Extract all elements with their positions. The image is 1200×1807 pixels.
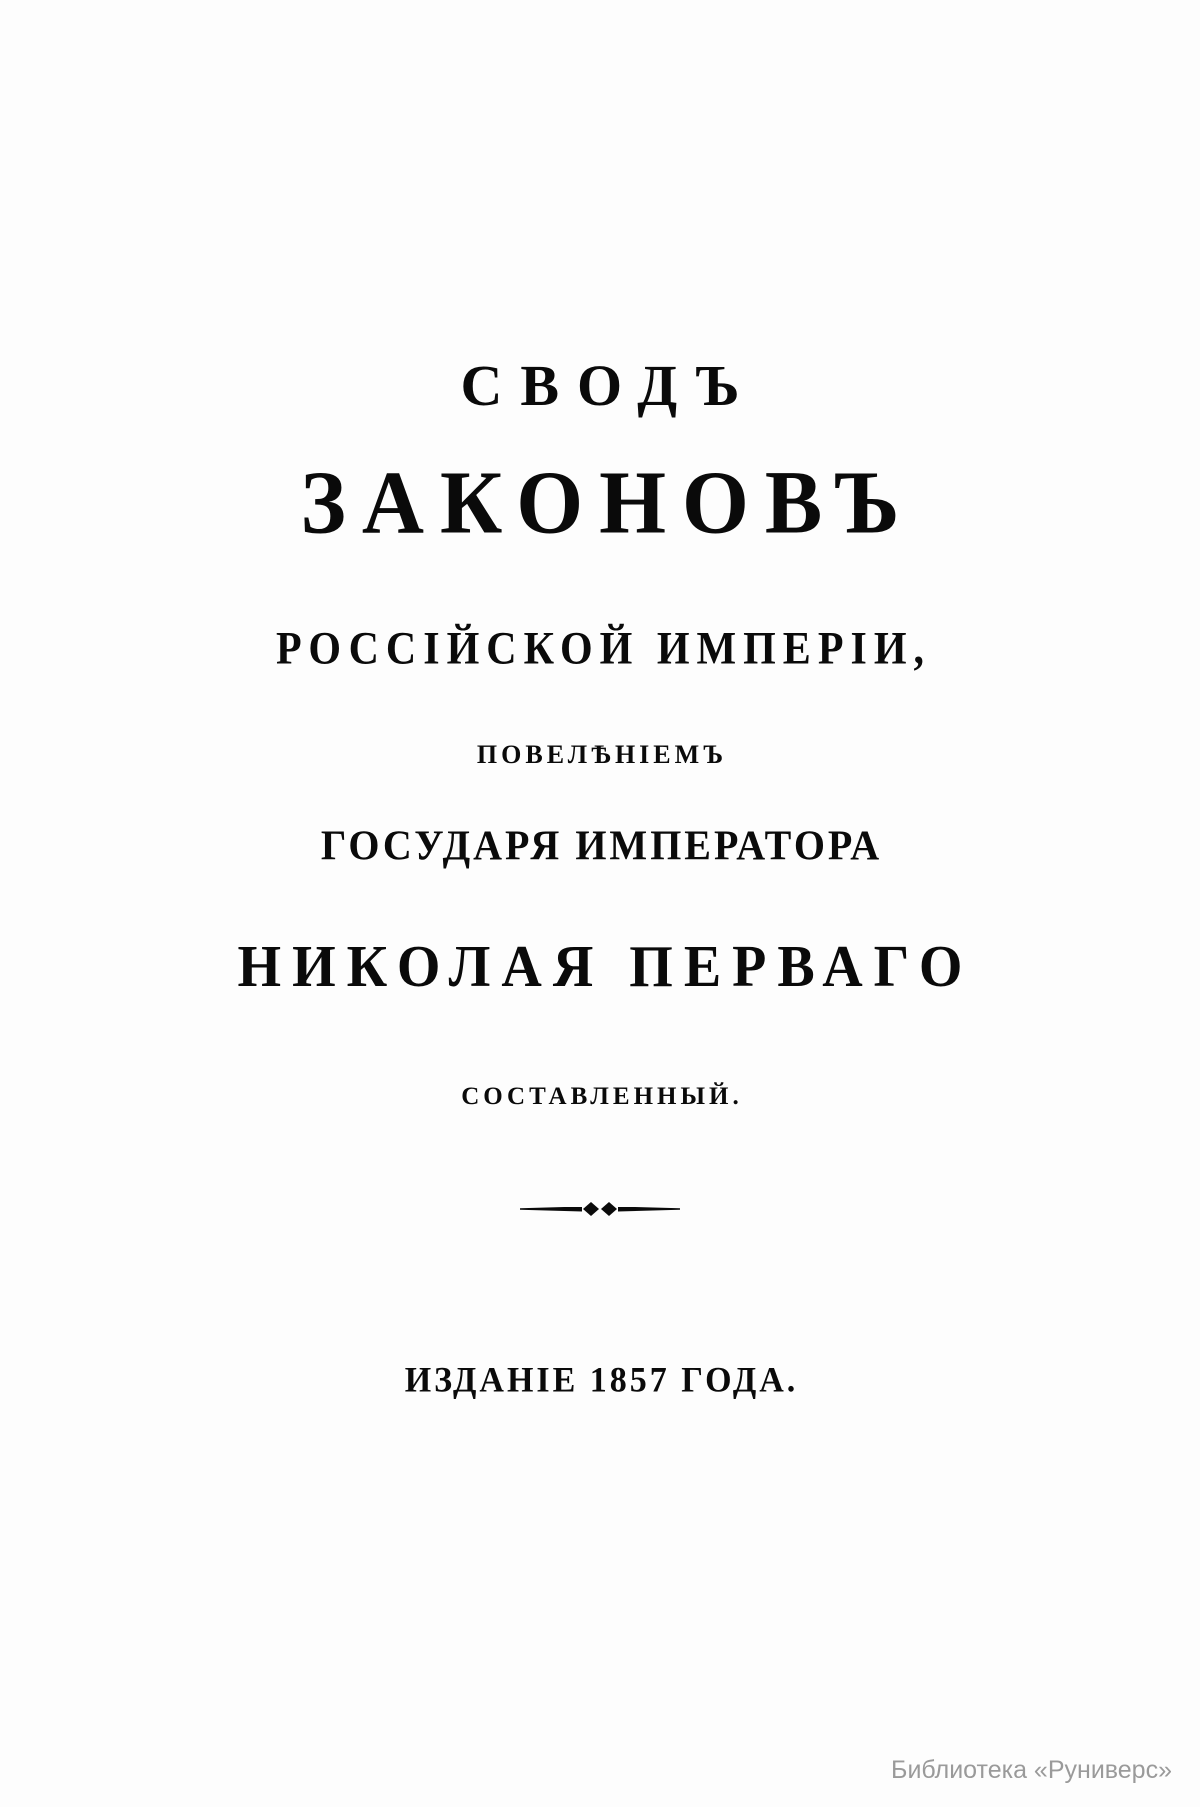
title-line-sostavlenny: СОСТАВЛЕННЫЙ. [461,1083,743,1110]
title-line-poveleniem: ПОВЕЛѢНІЕМЪ [476,740,728,769]
title-line-rossiyskoy-imperii: РОССІЙСКОЙ ИМПЕРІИ, [275,623,931,675]
title-line-gosudarya-imperatora: ГОСУДАРЯ ИМПЕРАТОРА [320,821,883,870]
title-line-svod: СВОДЪ [460,353,758,418]
title-line-zakonov: ЗАКОНОВЪ [300,451,916,553]
ornament-diamond [583,1202,599,1216]
ornament-divider-icon [0,1196,1200,1222]
edition-line: ИЗДАНІЕ 1857 ГОДА. [404,1361,799,1400]
title-line-nikolaya-pervago: НИКОЛАЯ ПЕРВАГО [237,934,974,1000]
ornament-diamond [601,1202,617,1216]
ornament-right-taper [618,1207,680,1212]
library-watermark: Библиотека «Руниверс» [891,1756,1172,1784]
ornament-left-taper [520,1207,582,1212]
